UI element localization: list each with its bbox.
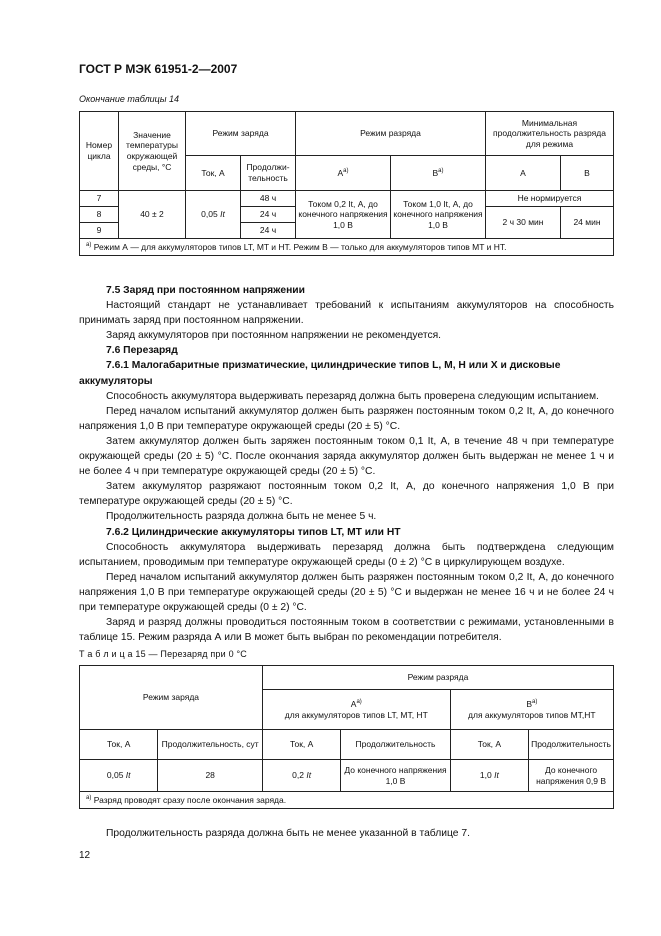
a-duration-cell: До конечного напряжения 1,0 В xyxy=(341,760,450,792)
cycle-cell: 8 xyxy=(80,207,119,223)
current-cell: 0,05 It xyxy=(186,191,241,239)
charge-current-cell: 0,05 It xyxy=(80,760,158,792)
table-14 xyxy=(79,111,614,256)
col-mode-b: $В^{а)}$ xyxy=(391,156,486,191)
a-current-cell: 0,2 It xyxy=(262,760,340,792)
document-header: ГОСТ Р МЭК 61951-2—2007 xyxy=(79,62,238,76)
col-charge-duration: Продолжительность, сут xyxy=(158,730,263,760)
cycle-cell: 7 xyxy=(80,191,119,207)
col-charge-current: Ток, А xyxy=(80,730,158,760)
body-text xyxy=(79,283,614,645)
b-duration-cell: До конечного напряжения 0,9 В xyxy=(529,760,614,792)
table14-footnote: $^{а)}$ Режим А — для аккумуляторов типов LT, MT и HT. Режим В — только для аккумуляторов типов MT и HT. xyxy=(80,239,614,256)
section-7-6-heading: 7.6 Перезаряд xyxy=(106,345,178,357)
discharge-a-cell: Током 0,2 It, А, до конечного напряжения 1,0 В xyxy=(296,191,391,239)
paragraph: Заряд аккумуляторов при постоянном напряжении не рекомендуется. xyxy=(106,330,442,342)
page-number: 12 xyxy=(79,850,91,861)
min-a-cell: 2 ч 30 мин xyxy=(486,207,561,239)
section-7-5-heading: 7.5 Заряд при постоянном напряжении xyxy=(106,285,305,296)
col-temp: Значение температуры окружающей среды, °С xyxy=(119,112,186,191)
temp-cell: 40 ± 2 xyxy=(119,191,186,239)
col-mode-a: $А^{а)}$ xyxy=(296,156,391,191)
table15-footnote: $^{а)}$ Разряд проводят сразу после окончания заряда. xyxy=(80,792,614,809)
col-duration: Продолжи-тельность xyxy=(241,156,296,191)
cycle-cell: 9 xyxy=(80,223,119,239)
col-mode-a: $А^{а)}$ для аккумуляторов типов LT, MT, HT xyxy=(262,690,450,730)
col-charge-mode: Режим заряда xyxy=(186,112,296,156)
col-discharge-mode: Режим разряда xyxy=(296,112,486,156)
table14-caption: Окончание таблицы 14 xyxy=(79,94,179,104)
col-a-duration: Продолжительность xyxy=(341,730,450,760)
duration-cell: 24 ч xyxy=(241,207,296,223)
col-min-b: В xyxy=(561,156,614,191)
col-min-duration: Минимальная продолжительность разряда для режима xyxy=(486,112,614,156)
col-cycle: Номер цикла xyxy=(80,112,119,191)
col-charge-mode: Режим заряда xyxy=(80,666,263,730)
paragraph: Затем аккумулятор разряжают постоянным током 0,2 It, А, до конечного напряжения 1,0 В при температуре окружающей среды (20 ± 5) °С. xyxy=(79,481,614,508)
not-normed-cell: Не нормируется xyxy=(486,191,614,207)
section-7-6-2-heading: 7.6.2 Цилиндрические аккумуляторы типов LT, MT или HT xyxy=(106,526,401,538)
section-7-6-1-heading: 7.6.1 Малогабаритные призматические, цилиндрические типов L, M, H или X и дисковые аккумуляторы xyxy=(79,360,561,387)
paragraph: Продолжительность разряда должна быть не менее 5 ч. xyxy=(106,511,377,523)
duration-cell: 24 ч xyxy=(241,223,296,239)
col-current: Ток, А xyxy=(186,156,241,191)
col-b-current: Ток, А xyxy=(450,730,528,760)
col-mode-b: $В^{а)}$ для аккумуляторов типов MT,HT xyxy=(450,690,613,730)
b-current-cell: 1,0 It xyxy=(450,760,528,792)
table-15 xyxy=(79,665,614,809)
paragraph: Способность аккумулятора выдерживать перезаряд должна быть проверена следующим испытанием. xyxy=(106,390,599,402)
paragraph: Перед началом испытаний аккумулятор должен быть разряжен постоянным током 0,2 It, А, до конечного напряжения 1,0 В при температуре окружающей среды (20 ± 5) °С и выдержан не менее 16 ч и не более 24 ч при температуре окружающей среды (0 ± 2) °С. xyxy=(79,571,614,613)
paragraph: Затем аккумулятор должен быть заряжен постоянным током 0,1 It, А, в течение 48 ч при температуре окружающей среды (20 ± 5) °С. После окончания заряда аккумулятор должен быть выдержан не менее 1 ч и не более 4 ч при температуре окружающей среды (20 ± 5) °С. xyxy=(79,435,614,478)
duration-cell: 48 ч xyxy=(241,191,296,207)
paragraph: Перед началом испытаний аккумулятор должен быть разряжен постоянным током 0,2 It, А, до конечного напряжения 1,0 В при температуре окружающей среды (20 ± 5) °С. xyxy=(79,405,614,432)
final-paragraph: Продолжительность разряда должна быть не менее указанной в таблице 7. xyxy=(106,828,470,839)
col-b-duration: Продолжительность xyxy=(529,730,614,760)
charge-days-cell: 28 xyxy=(158,760,263,792)
discharge-b-cell: Током 1,0 It, А, до конечного напряжения 1,0 В xyxy=(391,191,486,239)
col-min-a: А xyxy=(486,156,561,191)
col-discharge-mode: Режим разряда xyxy=(262,666,613,690)
paragraph: Способность аккумулятора выдерживать перезаряд должна быть подтверждена следующим испытанием, проводимым при температуре окружающей среды (0 ± 2) °С в циркулирующем воздухе. xyxy=(79,541,614,568)
col-a-current: Ток, А xyxy=(262,730,340,760)
table15-caption: Т а б л и ц а 15 — Перезаряд при 0 °С xyxy=(79,649,247,659)
min-b-cell: 24 мин xyxy=(561,207,614,239)
paragraph: Заряд и разряд должны проводиться постоянным током в соответствии с режимами, установленными в таблице 15. Режим разряда А или В может быть выбран по рекомендации потребителя. xyxy=(79,617,614,644)
paragraph: Настоящий стандарт не устанавливает требований к испытаниям аккумуляторов на способность принимать заряд при постоянном напряжении. xyxy=(79,300,614,327)
